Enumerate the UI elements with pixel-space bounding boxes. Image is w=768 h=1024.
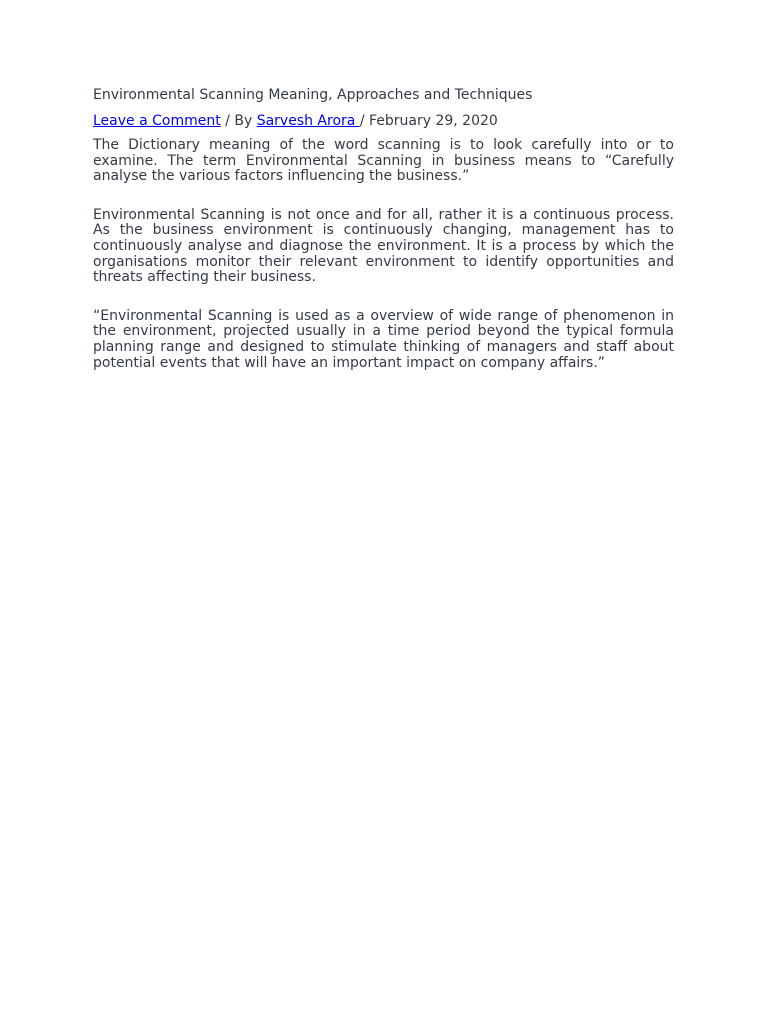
publish-date: February 29, 2020 <box>368 113 498 129</box>
article <box>93 86 674 394</box>
author-link[interactable]: Sarvesh Arora <box>256 113 360 129</box>
paragraph-continuous-process: Environmental Scanning is not once and for all, rather it is a continuous process. As the business environment is continuously changing, management has to continuously analyse and diagnose the environment. It is a process by which the organisations monitor their relevant environment to identify opportunities and threats affecting their business. <box>93 206 674 286</box>
article-title: Environmental Scanning Meaning, Approaches and Techniques <box>93 87 533 103</box>
paragraph-definition: The Dictionary meaning of the word scanning is to look carefully into or to examine. The term Environmental Scanning in business means to “Carefully analyse the various factors influencing the business.” <box>93 137 674 185</box>
article-meta <box>93 112 674 130</box>
paragraph-quote: “Environmental Scanning is used as a overview of wide range of phenomenon in the environment, projected usually in a time period beyond the typical formula planning range and designed to stimulate thinking of managers and staff about potential events that will have an important impact on company affairs.” <box>93 307 674 371</box>
meta-separator-date: / <box>359 113 369 129</box>
leave-comment-link[interactable]: Leave a Comment <box>93 113 221 129</box>
meta-separator-by: / By <box>220 113 257 129</box>
